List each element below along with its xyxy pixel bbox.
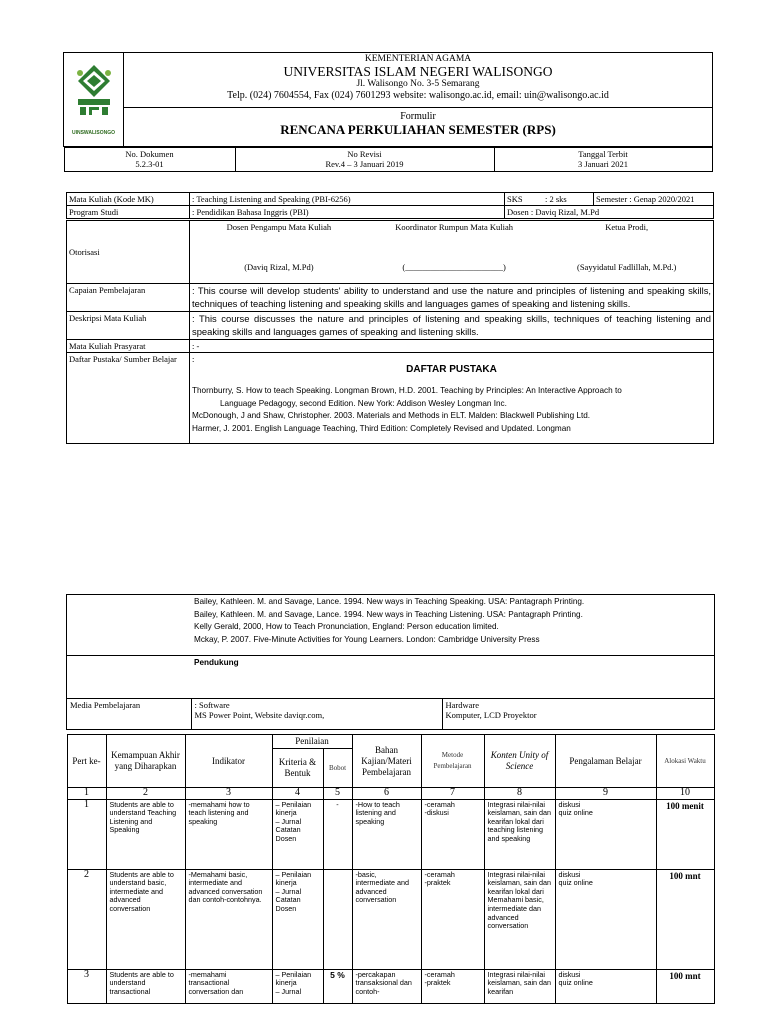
hardware-list: Komputer, LCD Proyektor: [445, 710, 537, 720]
software-list: MS Power Point, Website daviqr.com,: [194, 710, 325, 720]
signer-lecturer: [190, 221, 368, 281]
table-row: [67, 799, 714, 869]
column-number: 4: [272, 788, 323, 800]
table-row: [67, 869, 714, 969]
row-number: 3: [67, 969, 106, 1003]
signer-head: [540, 221, 713, 281]
prerequisite-label: Mata Kuliah Prasyarat: [67, 340, 190, 353]
reference-item: Mckay, P. 2007. Five-Minute Activities for Young Learners. London: Cambridge University Press: [194, 634, 540, 644]
support-label: Pendukung: [191, 656, 715, 699]
row-pengalaman: diskusi quiz online: [555, 799, 656, 869]
row-alokasi: 100 mnt: [656, 969, 714, 1003]
column-number: 3: [185, 788, 272, 800]
signer-name: (_______________________): [402, 262, 506, 272]
semester: Semester : Genap 2020/2021: [594, 193, 714, 206]
sks-label: SKS: [505, 193, 544, 206]
media-label: Media Pembelajaran: [67, 699, 192, 730]
col-kemampuan: Kemampuan Akhir yang Diharapkan: [106, 735, 185, 788]
row-indikator: -memahami how to teach listening and speaking: [185, 799, 272, 869]
signer-role: Dosen Pengampu Mata Kuliah: [226, 222, 332, 232]
doc-number-cell: [64, 148, 235, 172]
software-cell: [191, 699, 442, 730]
col-indikator: Indikator: [185, 735, 272, 788]
row-pengalaman: diskusi quiz online: [555, 869, 656, 969]
column-number: 9: [555, 788, 656, 800]
col-pengalaman: Pengalaman Belajar: [555, 735, 656, 788]
reference-item: Thornburry, S. How to teach Speaking. Longman Brown, H.D. 2001. Teaching by Principles: An Interactive Approach to: [192, 386, 622, 395]
column-number: 7: [421, 788, 484, 800]
issue-date: 3 Januari 2021: [577, 159, 629, 169]
ministry-name: KEMENTERIAN AGAMA: [364, 54, 472, 64]
signer-coordinator: [368, 221, 541, 281]
schedule-table: [67, 734, 715, 1004]
row-bahan: -How to teach listening and speaking: [352, 799, 421, 869]
row-pengalaman: diskusi quiz online: [555, 969, 656, 1003]
row-metode: -ceramah -praktek: [421, 969, 484, 1003]
library-colon: :: [192, 354, 195, 364]
software-label: : Software: [194, 700, 230, 710]
authorization-signers: [190, 220, 714, 284]
reference-item: Bailey, Kathleen. M. and Savage, Lance. 1994. New ways in Teaching Speaking. USA: Pantagraph Printing.: [194, 597, 585, 606]
logo-caption: UINSWALISONGO: [71, 130, 116, 136]
row-kemampuan: Students are able to understand transactional: [106, 969, 185, 1003]
column-number: 1: [67, 788, 106, 800]
outcome-label: Capaian Pembelajaran: [67, 284, 190, 312]
row-number: 1: [67, 799, 106, 869]
col-metode: Metode Pembelajaran: [421, 735, 484, 788]
col-alokasi: Alokasi Waktu: [656, 735, 714, 788]
row-bahan: -percakapan transaksional dan contoh-: [352, 969, 421, 1003]
row-kriteria: – Penilaian kinerja – Jurnal: [272, 969, 323, 1003]
form-title-block: [124, 108, 713, 147]
column-number: 5: [323, 788, 352, 800]
revision-cell: [235, 148, 494, 172]
row-indikator: -Memahami basic, intermediate and advanced conversation dan contoh-contohnya.: [185, 869, 272, 969]
column-number: 8: [484, 788, 555, 800]
library-label: Daftar Pustaka/ Sumber Belajar: [67, 353, 190, 444]
reference-item: Harmer, J. 2001. English Language Teaching, Third Edition: Completely Revised and Updated. Longman: [192, 423, 571, 433]
reference-item: Kelly Gerald, 2000, How to Teach Pronunciation, England: Person education limited.: [194, 622, 499, 631]
university-contact: Telp. (024) 7604554, Fax (024) 7601293 website: walisongo.ac.id, email: uin@walisongo.ac.id: [227, 90, 609, 101]
signer-role: Koordinator Rumpun Mata Kuliah: [395, 222, 513, 232]
row-bobot: 5 %: [323, 969, 352, 1003]
prerequisite: : -: [190, 340, 714, 353]
description-label: Deskripsi Mata Kuliah: [67, 312, 190, 340]
document-header: [63, 52, 713, 172]
revision-label: No Revisi: [347, 149, 382, 159]
university-name: UNIVERSITAS ISLAM NEGERI WALISONGO: [283, 64, 553, 79]
row-alokasi: 100 menit: [656, 799, 714, 869]
university-logo: [64, 53, 124, 147]
row-konten: Integrasi nilai-nilai keislaman, sain dan kearifan: [484, 969, 555, 1003]
university-info: [124, 53, 713, 108]
lecturer: Dosen : Daviq Rizal, M.Pd: [505, 206, 714, 220]
reference-item: McDonough, J and Shaw, Christopher. 2003. Materials and Methods in ELT. Malden: Blackwell Publishing Ltd.: [192, 411, 591, 420]
col-pert: Pert ke-: [67, 735, 106, 788]
reference-list-continued: [191, 595, 715, 656]
reference-item: Language Pedagogy, second Edition. New York: Addison Wesley Longman Inc.: [220, 398, 507, 408]
revision: Rev.4 – 3 Januari 2019: [325, 159, 404, 169]
document-meta: [64, 147, 713, 172]
col-bahan: Bahan Kajian/Materi Pembelajaran: [352, 735, 421, 788]
column-number: 6: [352, 788, 421, 800]
program-name: : Pendidikan Bahasa Inggris (PBI): [190, 206, 505, 220]
hardware-cell: [442, 699, 715, 730]
doc-number: 5.2.3-01: [135, 159, 164, 169]
course-label: Mata Kuliah (Kode MK): [67, 193, 190, 206]
column-number: 2: [106, 788, 185, 800]
course-description: : This course discusses the nature and principles of listening and speaking skills, techniques of teaching listening and speaking skills and languages games of speaking and listening skills.: [190, 312, 714, 340]
sks-value: : 2 sks: [543, 193, 594, 206]
table-row: [67, 969, 714, 1003]
row-kemampuan: Students are able to understand Teaching Listening and Speaking: [106, 799, 185, 869]
signer-role: Ketua Prodi,: [605, 222, 649, 232]
row-metode: -ceramah -praktek: [421, 869, 484, 969]
col-kriteria: Kriteria & Bentuk: [272, 749, 323, 788]
issue-date-cell: [494, 148, 712, 172]
authorization-label: Otorisasi: [67, 220, 190, 284]
library-title: DAFTAR PUSTAKA: [406, 364, 497, 375]
reference-item: Bailey, Kathleen. M. and Savage, Lance. 1994. New ways in Teaching Listening. USA: Pantagraph Printing.: [194, 609, 583, 619]
learning-outcome: : This course will develop students' ability to understand and use the nature and principles of listening and speaking skills, techniques of teaching listening and speaking skills and languages games of speaking and listening skills.: [190, 284, 714, 312]
column-number-row: [67, 788, 714, 800]
university-address: Jl. Walisongo No. 3-5 Semarang: [356, 79, 480, 89]
row-bobot: -: [323, 799, 352, 869]
issue-date-label: Tanggal Terbit: [578, 149, 628, 159]
row-kriteria: – Penilaian kinerja – Jurnal Catatan Dosen: [272, 869, 323, 969]
row-konten: Integrasi nilai-nilai keislaman, sain dan kearifan lokal dari Memahami basic, intermediate dan advanced conversation: [484, 869, 555, 969]
row-number: 2: [67, 869, 106, 969]
row-kriteria: – Penilaian kinerja – Jurnal Catatan Dosen: [272, 799, 323, 869]
row-bobot: [323, 869, 352, 969]
row-kemampuan: Students are able to understand basic, intermediate and advanced conversation: [106, 869, 185, 969]
row-alokasi: 100 mnt: [656, 869, 714, 969]
reference-list: [192, 385, 711, 435]
col-konten: Konten Unity of Science: [484, 735, 555, 788]
library-cell: [190, 353, 714, 444]
hardware-label: Hardware: [445, 700, 480, 710]
doc-number-label: No. Dokumen: [125, 149, 174, 159]
column-number: 10: [656, 788, 714, 800]
uin-walisongo-logo-icon: [72, 63, 116, 125]
continuation-table: [66, 594, 715, 1004]
row-bahan: -basic, intermediate and advanced conversation: [352, 869, 421, 969]
col-penilaian: Penilaian: [272, 735, 352, 749]
form-label: Formulir: [400, 111, 436, 122]
row-konten: Integrasi nilai-nilai keislaman, sain dan kearifan lokal dari teaching listening and speaking: [484, 799, 555, 869]
col-bobot: Bobot: [323, 749, 352, 788]
course-info-table: [66, 192, 714, 444]
course-name: : Teaching Listening and Speaking (PBI-6256): [190, 193, 505, 206]
row-indikator: -memahami transactional conversation dan: [185, 969, 272, 1003]
form-title: RENCANA PERKULIAHAN SEMESTER (RPS): [280, 122, 556, 137]
signer-name: (Sayyidatul Fadlillah, M.Pd.): [576, 262, 677, 272]
row-metode: -ceramah -diskusi: [421, 799, 484, 869]
signer-name: (Daviq Rizal, M.Pd): [244, 262, 314, 272]
program-label: Program Studi: [67, 206, 190, 220]
